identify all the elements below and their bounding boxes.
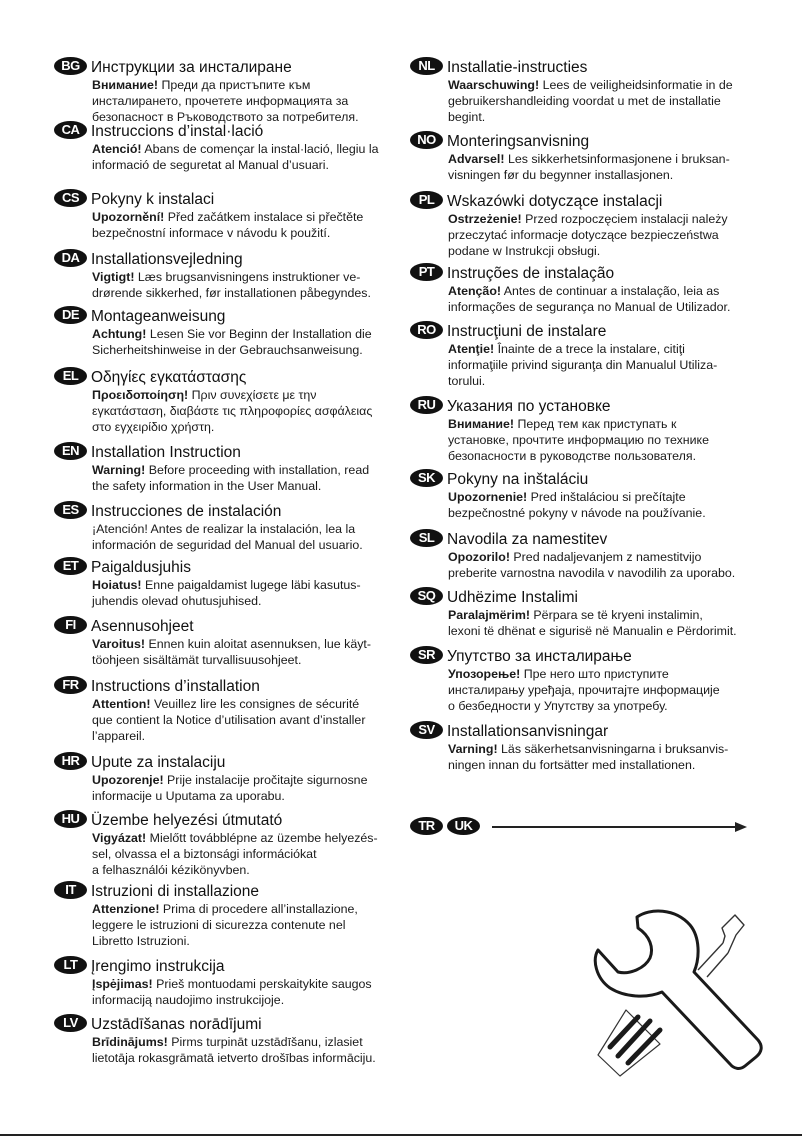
body-line: Ennen kuin aloitat asennuksen, lue käyt- <box>148 637 371 651</box>
language-badge: DE <box>54 306 87 324</box>
section-title: Instrucciones de instalación <box>91 503 282 520</box>
body-line: Veuillez lire les consignes de sécurité <box>153 697 360 711</box>
warning-label: Įspėjimas! <box>92 977 153 991</box>
section-body <box>448 151 760 183</box>
body-line: Læs brugsanvisningens instruktioner ve- <box>137 270 361 284</box>
warning-label: Achtung! <box>92 327 147 341</box>
body-line: Przed rozpoczęciem instalacji należy <box>525 212 728 226</box>
warning-label: Varning! <box>448 742 498 756</box>
language-badge: NO <box>410 131 443 149</box>
section-body <box>448 741 760 773</box>
section-title: Installation Instruction <box>91 444 241 461</box>
section-title: Paigaldusjuhis <box>91 559 191 576</box>
body-line: informació de seguretat al Manual d’usuari. <box>92 158 329 172</box>
language-badge: RU <box>410 396 443 414</box>
body-line: Before proceeding with installation, read <box>148 463 370 477</box>
section-body <box>448 341 760 389</box>
section-title: Monteringsanvisning <box>447 133 590 150</box>
language-badge: SL <box>410 529 443 547</box>
section-body <box>92 976 404 1008</box>
body-line: torului. <box>448 374 486 388</box>
warning-label: Vigtigt! <box>92 270 135 284</box>
body-line: Abans de començar la instal·lació, llegiu la <box>144 142 379 156</box>
language-badge: PT <box>410 263 443 281</box>
section-body <box>448 211 760 259</box>
body-line: a felhasználói kézikönyvben. <box>92 863 250 877</box>
body-line: gebruikershandleiding voordat u met de installatie <box>448 94 721 108</box>
language-badge: BG <box>54 57 87 75</box>
language-badge: FR <box>54 676 87 694</box>
language-badge: ET <box>54 557 87 575</box>
section-body <box>448 549 760 581</box>
language-badge: SR <box>410 646 443 664</box>
section-title: Installationsanvisningar <box>447 723 609 740</box>
warning-label: Упозорење! <box>448 667 521 681</box>
body-line: preberite varnostna navodila v navodilih za uporabo. <box>448 566 736 580</box>
warning-label: Brīdinājums! <box>92 1035 168 1049</box>
warning-label: Attenzione! <box>92 902 160 916</box>
section-body <box>92 636 404 668</box>
body-line: informaciją naudojimo instrukcijoje. <box>92 993 285 1007</box>
warning-label: Waarschuwing! <box>448 78 540 92</box>
body-line: töohjeen sisältämät turvallisuusohjeet. <box>92 653 302 667</box>
warning-label: Upozorenje! <box>92 773 164 787</box>
language-badge: EL <box>54 367 87 385</box>
body-line: Libretto Istruzioni. <box>92 934 190 948</box>
section-body <box>92 77 404 125</box>
section-body <box>92 387 404 435</box>
language-badge: LT <box>54 956 87 974</box>
warning-label: Warning! <box>92 463 146 477</box>
section-title: Üzembe helyezési útmutató <box>91 812 283 829</box>
section-body <box>92 269 404 301</box>
body-line: Πριν συνεχίσετε με την <box>191 388 317 402</box>
section-body <box>92 326 404 358</box>
section-title: Οδηγίες εγκατάστασης <box>91 369 247 386</box>
body-line: Înainte de a trece la instalare, citiţi <box>497 342 685 356</box>
body-line: lexoni të dhënat e sigurisë në Manualin e Përdorimit. <box>448 624 737 638</box>
language-badge: SV <box>410 721 443 739</box>
language-badge: ES <box>54 501 87 519</box>
language-badge: PL <box>410 191 443 209</box>
body-line: informacije u Uputama za uporabu. <box>92 789 285 803</box>
section-body <box>448 489 760 521</box>
body-line: Před začátkem instalace si přečtěte <box>167 210 364 224</box>
body-line: Prima di procedere all’installazione, <box>162 902 358 916</box>
body-line: Lesen Sie vor Beginn der Installation die <box>149 327 372 341</box>
section-body <box>448 607 760 639</box>
section-title: Installationsvejledning <box>91 251 243 268</box>
warning-label: Atenció! <box>92 142 142 156</box>
language-badge-uk: UK <box>447 817 480 835</box>
body-line: Pred nadaljevanjem z namestitvijo <box>513 550 702 564</box>
body-line: visningen før du begynner installasjonen. <box>448 168 674 182</box>
body-line: Пре него што приступите <box>523 667 669 681</box>
body-line: ningen innan du fortsätter med installationen. <box>448 758 696 772</box>
warning-label: Opozorilo! <box>448 550 510 564</box>
warning-label: Ostrzeżenie! <box>448 212 522 226</box>
section-body <box>448 416 760 464</box>
body-line: Përpara se të kryeni instalimin, <box>533 608 703 622</box>
warning-label: Atenção! <box>448 284 502 298</box>
section-body <box>92 141 404 173</box>
section-body <box>448 283 760 315</box>
body-line: podane w Instrukcji obsługi. <box>448 244 601 258</box>
body-line: begint. <box>448 110 486 124</box>
section-body <box>92 209 404 241</box>
language-badge: RO <box>410 321 443 339</box>
body-line: Les sikkerhetsinformasjonene i bruksan- <box>507 152 730 166</box>
body-line: información de seguridad del Manual del usuario. <box>92 538 363 552</box>
body-line: sel, olvassa el a biztonsági információkat <box>92 847 317 861</box>
section-title: Инструкции за инсталиране <box>91 59 292 76</box>
section-title: Udhëzime Instalimi <box>447 589 578 606</box>
body-line: Pred inštaláciou si prečítajte <box>530 490 686 504</box>
section-body <box>92 901 404 949</box>
section-title: Указания по установке <box>447 398 611 415</box>
body-line: que contient la Notice d’utilisation avant d’installer <box>92 713 366 727</box>
section-body <box>92 577 404 609</box>
section-title: Įrengimo instrukcija <box>91 958 225 975</box>
section-title: Montageanweisung <box>91 308 226 325</box>
section-title: Installatie-instructies <box>447 59 588 76</box>
body-line: инсталирането, прочетете информацията за <box>92 94 349 108</box>
language-badge: SQ <box>410 587 443 605</box>
section-title: Instructions d’installation <box>91 678 260 695</box>
body-line: l’appareil. <box>92 729 146 743</box>
section-body <box>448 666 760 714</box>
section-body <box>92 830 404 878</box>
body-line: Mielőtt továbblépne az üzembe helyezés- <box>149 831 378 845</box>
warning-label: Attention! <box>92 697 151 711</box>
warning-label: Hoiatus! <box>92 578 142 592</box>
body-line: Antes de continuar a instalação, leia as <box>503 284 720 298</box>
warning-label: Upozornenie! <box>448 490 528 504</box>
warning-label: Advarsel! <box>448 152 505 166</box>
language-badge: FI <box>54 616 87 634</box>
warning-label: Paralajmërim! <box>448 608 530 622</box>
section-title: Упутство за инсталирање <box>447 648 632 665</box>
body-line: przeczytać informacje dotyczące bezpieczeństwa <box>448 228 719 242</box>
body-line: lietotāja rokasgrāmatā ietverto drošības informāciju. <box>92 1051 376 1065</box>
warning-label: Upozornění! <box>92 210 165 224</box>
section-body <box>92 462 404 494</box>
section-title: Pokyny k instalaci <box>91 191 215 208</box>
language-badge: NL <box>410 57 443 75</box>
language-badge: EN <box>54 442 87 460</box>
section-title: Istruzioni di installazione <box>91 883 260 900</box>
body-line: Enne paigaldamist lugege läbi kasutus- <box>145 578 361 592</box>
warning-label: Varoitus! <box>92 637 146 651</box>
body-line: Pirms turpināt uzstādīšanu, izlasiet <box>171 1035 363 1049</box>
section-title: Navodila za namestitev <box>447 531 608 548</box>
section-title: Uzstādīšanas norādījumi <box>91 1016 262 1033</box>
body-line: Sicherheitshinweise in der Gebrauchsanweisung. <box>92 343 363 357</box>
body-line: bezpečnostné pokyny v návode na používanie. <box>448 506 706 520</box>
language-badge: HR <box>54 752 87 770</box>
arrowhead-icon <box>735 822 747 832</box>
section-title: Asennusohjeet <box>91 618 194 635</box>
section-body <box>92 521 404 553</box>
section-title: Instrucţiuni de instalare <box>447 323 607 340</box>
body-line: εγκατάσταση, διαβάστε τις πληροφορίες ασφάλειας <box>92 404 373 418</box>
warning-label: Внимание! <box>448 417 515 431</box>
body-line: Prieš montuodami perskaitykite saugos <box>156 977 372 991</box>
body-line: the safety information in the User Manual. <box>92 479 322 493</box>
body-line: στο εγχειρίδιο χρήστη. <box>92 420 215 434</box>
language-badge: DA <box>54 249 87 267</box>
body-line: безопасност в Ръководството за потребителя. <box>92 110 359 124</box>
section-body <box>92 696 404 744</box>
warning-label: Atenţie! <box>448 342 495 356</box>
section-body <box>92 772 404 804</box>
body-line: о безбедности у Упутству за употребу. <box>448 699 668 713</box>
body-line: Lees de veiligheidsinformatie in de <box>542 78 733 92</box>
language-badge: IT <box>54 881 87 899</box>
section-title: Instruccions d’instal·lació <box>91 123 264 140</box>
body-line: bezpečnostní informace v návodu k použití. <box>92 226 331 240</box>
body-line: informações de segurança no Manual de Utilizador. <box>448 300 731 314</box>
body-line: ¡Atención! Antes de realizar la instalación, lea la <box>92 522 356 536</box>
body-line: инсталирању уређаја, прочитајте информације <box>448 683 720 697</box>
language-badge: CS <box>54 189 87 207</box>
language-badge: CA <box>54 121 87 139</box>
body-line: безопасности в руководстве пользователя. <box>448 449 697 463</box>
language-badge: LV <box>54 1014 87 1032</box>
warning-label: Προειδοποίηση! <box>92 388 189 402</box>
continue-arrow-icon <box>492 826 740 828</box>
warning-label: Внимание! <box>92 78 159 92</box>
body-line: Läs säkerhetsanvisningarna i bruksanvis- <box>501 742 729 756</box>
body-line: Prije instalacije pročitajte sigurnosne <box>167 773 368 787</box>
wrench-and-screwdriver-icon <box>560 880 780 1080</box>
section-title: Pokyny na inštaláciu <box>447 471 589 488</box>
section-title: Instruções de instalação <box>447 265 615 282</box>
warning-label: Vigyázat! <box>92 831 147 845</box>
section-title: Upute za instalaciju <box>91 754 226 771</box>
language-badge: HU <box>54 810 87 828</box>
body-line: juhendis olevad ohutusjuhised. <box>92 594 262 608</box>
language-badge-tr: TR <box>410 817 443 835</box>
body-line: Преди да пристъпите към <box>161 78 311 92</box>
section-body <box>448 77 760 125</box>
language-badge: SK <box>410 469 443 487</box>
body-line: informaţiile privind siguranţa din Manualul Utiliza- <box>448 358 718 372</box>
body-line: установке, прочтите информацию по технике <box>448 433 709 447</box>
section-title: Wskazówki dotyczące instalacji <box>447 193 663 210</box>
body-line: drørende sikkerhed, før installationen påbegyndes. <box>92 286 371 300</box>
section-body <box>92 1034 404 1066</box>
body-line: Перед тем как приступать к <box>517 417 677 431</box>
body-line: leggere le istruzioni di sicurezza contenute nel <box>92 918 346 932</box>
